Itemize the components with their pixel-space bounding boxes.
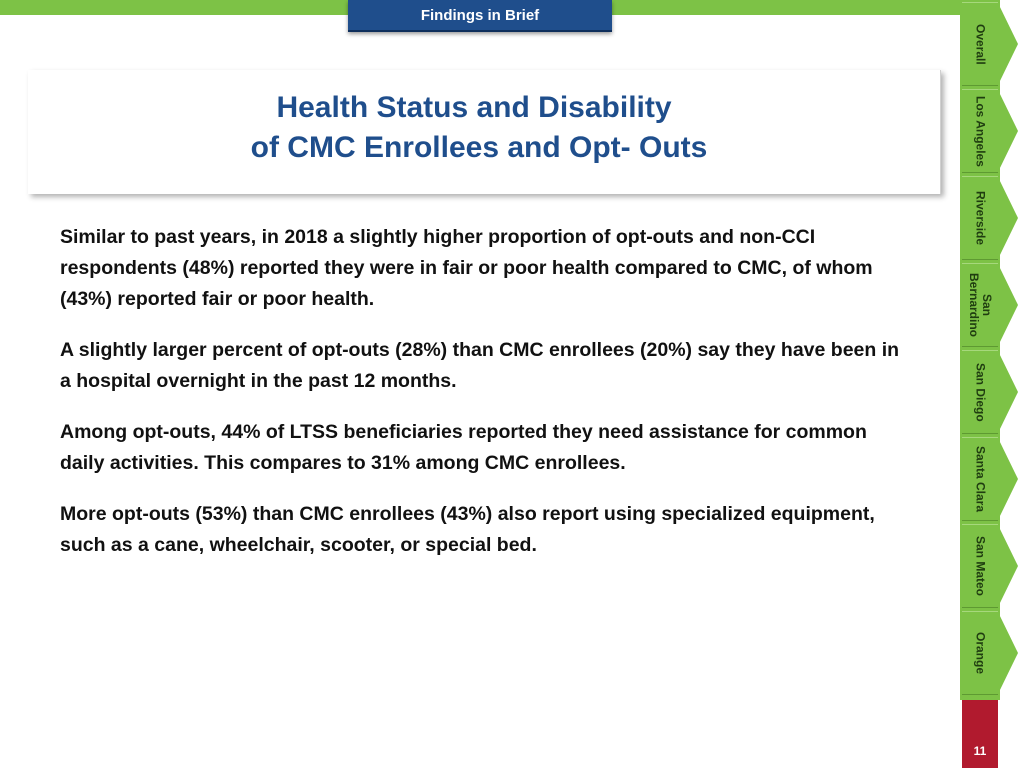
sidebar-tab-label: Santa Clara <box>973 445 988 513</box>
tab-arrow-icon <box>998 177 1018 259</box>
sidebar-tab-label: Orange <box>973 631 988 674</box>
tab-arrow-icon <box>998 264 1018 346</box>
page-number: 11 <box>973 744 987 758</box>
sidebar-tab-los-angeles[interactable] <box>962 89 998 173</box>
tab-arrow-icon <box>998 525 1018 607</box>
sidebar-tab-label: Los Angeles <box>973 95 988 167</box>
paragraph-equipment: More opt-outs (53%) than CMC enrollees (43%) also report using specialized equipment, such as a cane, wheelchair, scooter, or special bed. <box>60 503 875 556</box>
title-box <box>28 70 941 194</box>
sidebar-tab-label: San Bernardino <box>967 272 994 337</box>
sidebar-tab-san-diego[interactable] <box>962 350 998 434</box>
tab-arrow-icon <box>998 438 1018 520</box>
paragraph-hospital: A slightly larger percent of opt-outs (28%) than CMC enrollees (20%) say they have been in a hospital overnight in the past 12 months. <box>60 339 900 392</box>
page-title-line-1: Health Status and Disability <box>276 91 672 124</box>
tab-arrow-icon <box>998 3 1018 85</box>
sidebar-tab-label: Riverside <box>973 190 988 246</box>
sidebar-tab-label: San Mateo <box>973 535 988 596</box>
body-text <box>60 222 900 581</box>
findings-in-brief-tab[interactable]: Findings in Brief <box>348 0 612 32</box>
sidebar-tab-riverside[interactable] <box>962 176 998 260</box>
sidebar-tab-san-mateo[interactable] <box>962 524 998 608</box>
tab-arrow-icon <box>998 90 1018 172</box>
page-title-line-2: of CMC Enrollees and Opt- Outs <box>250 131 708 164</box>
paragraph-health-status: Similar to past years, in 2018 a slightly higher proportion of opt-outs and non-CCI respondents (48%) reported they were in fair or poor health compared to CMC, of whom (43%) reported fair or poor health. <box>60 226 873 310</box>
sidebar-tab-overall[interactable] <box>962 2 998 86</box>
sidebar-tab-label: San Diego <box>973 362 988 422</box>
sidebar-tab-label: Overall <box>973 23 988 65</box>
paragraph-daily-assistance: Among opt-outs, 44% of LTSS beneficiaries reported they need assistance for common daily activities. This compares to 31% among CMC enrollees. <box>60 421 867 474</box>
sidebar-tab-santa-clara[interactable] <box>962 437 998 521</box>
sidebar-tab-orange[interactable] <box>962 611 998 695</box>
tab-arrow-icon <box>998 351 1018 433</box>
tab-arrow-icon <box>998 612 1018 694</box>
sidebar-tab-san-bernardino[interactable] <box>962 263 998 347</box>
